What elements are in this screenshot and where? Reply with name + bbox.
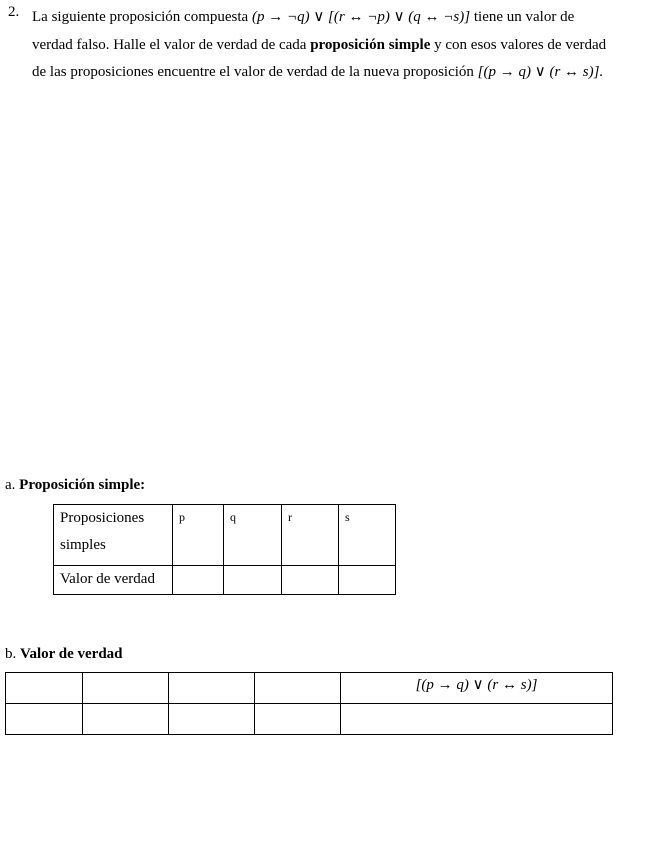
- section-a-heading: Proposición simple:: [19, 477, 146, 493]
- section-b-heading: Valor de verdad: [20, 646, 123, 662]
- table-row: [54, 566, 396, 595]
- problem-text: [32, 4, 610, 87]
- value-q-cell[interactable]: [224, 566, 282, 595]
- problem-text-part3: y con esos valores de verdad de las proposiciones encuentre el valor de verdad de la nueva proposición: [32, 36, 607, 80]
- section-a-prefix: a.: [5, 477, 16, 493]
- value-cell-4[interactable]: [255, 704, 341, 735]
- header-formula-cell: [(p → q) ∨ (r ↔ s)]: [341, 673, 613, 704]
- simple-propositions-table: [53, 504, 396, 595]
- var-r-cell: r: [282, 505, 339, 566]
- new-formula: [(p → q) ∨ (r ↔ s)].: [477, 64, 604, 80]
- table-row: [6, 704, 613, 735]
- table-row: [54, 505, 396, 566]
- var-s-cell: s: [339, 505, 396, 566]
- header-label-cell: Proposiciones simples: [54, 505, 173, 566]
- header-cell-1[interactable]: [6, 673, 83, 704]
- value-r-cell[interactable]: [282, 566, 339, 595]
- problem-intro: La siguiente proposición compuesta: [32, 9, 249, 25]
- var-q-cell: q: [224, 505, 282, 566]
- value-cell-2[interactable]: [83, 704, 169, 735]
- row-label-cell: Valor de verdad: [54, 566, 173, 595]
- value-formula-cell[interactable]: [341, 704, 613, 735]
- section-b-title: [5, 646, 123, 663]
- section-b-prefix: b.: [5, 646, 17, 662]
- truth-value-table: [5, 672, 613, 735]
- value-s-cell[interactable]: [339, 566, 396, 595]
- section-a-title: [5, 477, 145, 494]
- compound-formula: (p → ¬q) ∨ [(r ↔ ¬p) ∨ (q ↔ ¬s)]: [251, 9, 471, 25]
- bold-term: proposición simple: [310, 36, 431, 53]
- var-p-cell: p: [173, 505, 224, 566]
- header-cell-3[interactable]: [169, 673, 255, 704]
- value-p-cell[interactable]: [173, 566, 224, 595]
- table-row: [6, 673, 613, 704]
- header-cell-4[interactable]: [255, 673, 341, 704]
- header-cell-2[interactable]: [83, 673, 169, 704]
- value-cell-1[interactable]: [6, 704, 83, 735]
- problem-text-part2: tiene un valor de verdad falso. Halle el valor de verdad de cada: [32, 9, 575, 53]
- value-cell-3[interactable]: [169, 704, 255, 735]
- problem-number: 2.: [8, 4, 20, 20]
